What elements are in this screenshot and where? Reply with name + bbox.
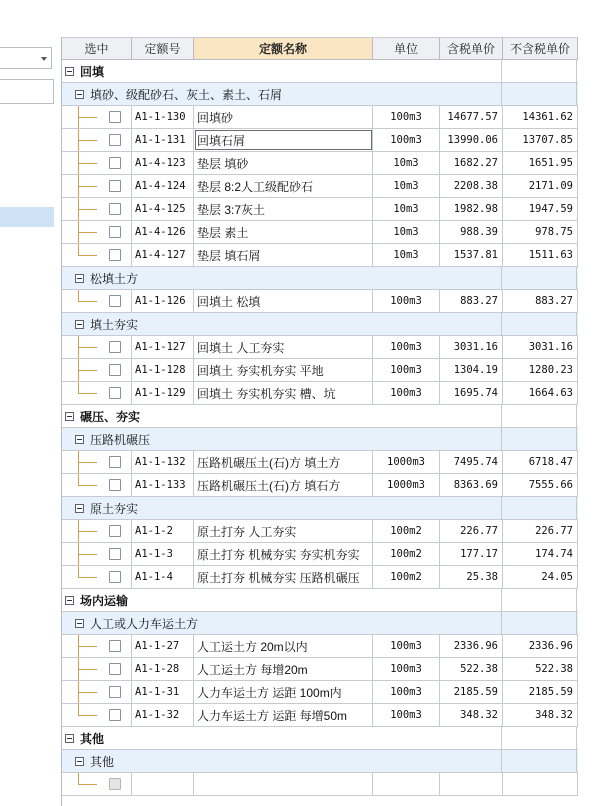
collapse-toggle-icon[interactable]	[75, 274, 84, 283]
group-cell	[62, 60, 502, 82]
table-row[interactable]	[62, 129, 578, 152]
price-with-tax: 883.27	[440, 290, 503, 312]
price-with-tax: 7495.74	[440, 451, 503, 473]
quota-name[interactable]: 人工运土方 每增20m	[194, 658, 373, 680]
price-without-tax: 1664.63	[503, 382, 578, 404]
price-without-tax: 978.75	[503, 221, 578, 243]
quota-name[interactable]: 垫层 填石屑	[194, 244, 373, 266]
left-panel	[0, 0, 60, 806]
price-without-tax: 883.27	[503, 290, 578, 312]
price-without-tax: 1280.23	[503, 359, 578, 381]
select-cell	[62, 244, 132, 266]
quota-name[interactable]: 垫层 填砂	[194, 152, 373, 174]
subgroup-label: 其他	[90, 754, 115, 769]
quota-unit: 100m3	[373, 290, 440, 312]
select-cell	[62, 635, 132, 657]
quota-unit: 100m2	[373, 566, 440, 588]
quota-code: A1-1-28	[132, 658, 194, 680]
quota-name[interactable]: 垫层 8:2人工级配砂石	[194, 175, 373, 197]
price-with-tax: 1682.27	[440, 152, 503, 174]
tree-branch	[79, 393, 97, 394]
price-with-tax: 3031.16	[440, 336, 503, 358]
tree-branch	[79, 255, 97, 256]
row-checkbox[interactable]	[109, 778, 121, 790]
table-row[interactable]	[62, 106, 578, 129]
table-row[interactable]	[62, 336, 578, 359]
row-checkbox[interactable]	[109, 640, 121, 652]
row-checkbox[interactable]	[109, 525, 121, 537]
price-with-tax: 25.38	[440, 566, 503, 588]
subgroup-cell	[62, 497, 502, 519]
price-with-tax: 226.77	[440, 520, 503, 542]
price-without-tax: 14361.62	[503, 106, 578, 128]
quota-unit: 100m3	[373, 382, 440, 404]
subgroup-cell	[62, 267, 502, 289]
quota-code: A1-1-3	[132, 543, 194, 565]
quota-code: A1-1-129	[132, 382, 194, 404]
quota-unit: 100m3	[373, 336, 440, 358]
price-with-tax: 2336.96	[440, 635, 503, 657]
tree-branch	[79, 232, 97, 233]
quota-unit: 100m2	[373, 543, 440, 565]
row-checkbox[interactable]	[109, 548, 121, 560]
select-cell	[62, 520, 132, 542]
price-with-tax: 348.32	[440, 704, 503, 726]
row-checkbox[interactable]	[109, 364, 121, 376]
quota-name[interactable]: 回填土 夯实机夯实 平地	[194, 359, 373, 381]
row-checkbox[interactable]	[109, 456, 121, 468]
select-cell	[62, 129, 132, 151]
table-row[interactable]	[62, 543, 578, 566]
table-row[interactable]	[62, 290, 578, 313]
group-empty-cell	[502, 405, 577, 427]
select-cell	[62, 152, 132, 174]
subgroup-cell	[62, 612, 502, 634]
row-checkbox[interactable]	[109, 203, 121, 215]
quota-unit: 100m2	[373, 520, 440, 542]
group-cell	[62, 727, 502, 749]
group-label: 其他	[80, 731, 105, 746]
quota-code: A1-1-126	[132, 290, 194, 312]
tree-branch	[79, 485, 97, 486]
quota-code: A1-1-32	[132, 704, 194, 726]
quota-code: A1-1-130	[132, 106, 194, 128]
quota-code: A1-4-124	[132, 175, 194, 197]
subgroup-cell	[62, 83, 502, 105]
collapse-toggle-icon[interactable]	[75, 619, 84, 628]
tree-branch	[79, 462, 97, 463]
subgroup-label: 填土夯实	[90, 317, 139, 332]
price-with-tax: 13990.06	[440, 129, 503, 151]
quota-unit	[373, 773, 440, 795]
subgroup-label: 压路机碾压	[90, 432, 151, 447]
tree-branch	[79, 784, 97, 785]
table-row[interactable]	[62, 520, 578, 543]
subgroup-empty-cell	[502, 313, 577, 335]
group-empty-cell	[502, 589, 577, 611]
table-row[interactable]	[62, 681, 578, 704]
grid-body	[62, 60, 578, 796]
select-cell	[62, 359, 132, 381]
quota-name[interactable]: 压路机碾压土(石)方 填石方	[194, 474, 373, 496]
select-cell	[62, 451, 132, 473]
select-cell	[62, 382, 132, 404]
price-with-tax: 522.38	[440, 658, 503, 680]
quota-unit: 100m3	[373, 681, 440, 703]
row-checkbox[interactable]	[109, 571, 121, 583]
subgroup-empty-cell	[502, 267, 577, 289]
group-empty-cell	[502, 60, 577, 82]
tree-branch	[79, 186, 97, 187]
collapse-toggle-icon[interactable]	[75, 435, 84, 444]
group-row[interactable]	[62, 727, 578, 750]
price-without-tax: 174.74	[503, 543, 578, 565]
subgroup-empty-cell	[502, 428, 577, 450]
subgroup-row[interactable]	[62, 313, 578, 336]
subgroup-row[interactable]	[62, 497, 578, 520]
group-label: 碾压、夯实	[80, 409, 141, 424]
quota-code	[132, 773, 194, 795]
price-without-tax: 13707.85	[503, 129, 578, 151]
quota-unit: 1000m3	[373, 451, 440, 473]
quota-unit: 1000m3	[373, 474, 440, 496]
quota-unit: 10m3	[373, 198, 440, 220]
tree-branch	[79, 715, 97, 716]
quota-name[interactable]: 回填土 夯实机夯实 槽、坑	[194, 382, 373, 404]
price-with-tax: 988.39	[440, 221, 503, 243]
tree-branch	[79, 209, 97, 210]
table-row[interactable]	[62, 244, 578, 267]
subgroup-cell	[62, 313, 502, 335]
collapse-toggle-icon[interactable]	[75, 757, 84, 766]
price-without-tax: 1651.95	[503, 152, 578, 174]
table-row[interactable]	[62, 635, 578, 658]
group-cell	[62, 589, 502, 611]
price-with-tax: 1695.74	[440, 382, 503, 404]
quota-code: A1-1-31	[132, 681, 194, 703]
select-cell	[62, 290, 132, 312]
subgroup-row[interactable]	[62, 267, 578, 290]
price-with-tax: 2208.38	[440, 175, 503, 197]
row-checkbox[interactable]	[109, 226, 121, 238]
price-without-tax: 1511.63	[503, 244, 578, 266]
group-empty-cell	[502, 727, 577, 749]
selected-tree-item[interactable]	[0, 207, 54, 227]
quota-unit: 10m3	[373, 175, 440, 197]
subgroup-empty-cell	[502, 750, 577, 772]
collapse-toggle-icon[interactable]	[65, 412, 74, 421]
select-cell	[62, 221, 132, 243]
table-row[interactable]	[62, 152, 578, 175]
select-cell	[62, 543, 132, 565]
tree-branch	[79, 163, 97, 164]
collapse-toggle-icon[interactable]	[65, 596, 74, 605]
tree-branch	[79, 370, 97, 371]
tree-branch	[79, 301, 97, 302]
quota-code: A1-4-127	[132, 244, 194, 266]
quota-name[interactable]: 原土打夯 机械夯实 压路机碾压	[194, 566, 373, 588]
price-with-tax: 1982.98	[440, 198, 503, 220]
quota-unit: 100m3	[373, 359, 440, 381]
table-row[interactable]	[62, 451, 578, 474]
tree-branch	[79, 554, 97, 555]
price-without-tax	[503, 773, 578, 795]
select-cell	[62, 773, 132, 795]
table-row[interactable]	[62, 658, 578, 681]
subgroup-label: 原土夯实	[90, 501, 139, 516]
quota-unit: 10m3	[373, 244, 440, 266]
table-row[interactable]	[62, 474, 578, 497]
quota-name[interactable]	[194, 773, 373, 795]
price-without-tax: 348.32	[503, 704, 578, 726]
row-checkbox[interactable]	[109, 387, 121, 399]
collapse-toggle-icon[interactable]	[75, 320, 84, 329]
quota-code: A1-1-127	[132, 336, 194, 358]
quota-code: A1-1-132	[132, 451, 194, 473]
row-checkbox[interactable]	[109, 134, 121, 146]
price-with-tax: 14677.57	[440, 106, 503, 128]
row-checkbox[interactable]	[109, 157, 121, 169]
collapse-toggle-icon[interactable]	[75, 504, 84, 513]
price-with-tax: 1537.81	[440, 244, 503, 266]
quota-name[interactable]: 回填土 松填	[194, 290, 373, 312]
price-without-tax: 2185.59	[503, 681, 578, 703]
tree-branch	[79, 531, 97, 532]
price-without-tax: 2336.96	[503, 635, 578, 657]
price-without-tax: 1947.59	[503, 198, 578, 220]
price-with-tax	[440, 773, 503, 795]
col-header-price-notax[interactable]: 不含税单价	[503, 38, 578, 59]
row-checkbox[interactable]	[109, 479, 121, 491]
group-cell	[62, 405, 502, 427]
quota-grid	[61, 37, 578, 806]
subgroup-label: 松填土方	[90, 271, 139, 286]
quota-name[interactable]: 人工运土方 20m以内	[194, 635, 373, 657]
tree-branch	[79, 347, 97, 348]
quota-unit: 100m3	[373, 106, 440, 128]
subgroup-row[interactable]	[62, 428, 578, 451]
quota-code: A1-1-133	[132, 474, 194, 496]
quota-code: A1-4-123	[132, 152, 194, 174]
subgroup-label: 填砂、级配砂石、灰土、素土、石屑	[90, 87, 283, 102]
subgroup-label: 人工或人力车运土方	[90, 616, 199, 631]
quota-unit: 10m3	[373, 221, 440, 243]
select-cell	[62, 681, 132, 703]
table-row[interactable]	[62, 566, 578, 589]
row-checkbox[interactable]	[109, 111, 121, 123]
select-cell	[62, 175, 132, 197]
price-with-tax: 8363.69	[440, 474, 503, 496]
quota-code: A1-1-4	[132, 566, 194, 588]
price-without-tax: 226.77	[503, 520, 578, 542]
select-cell	[62, 566, 132, 588]
quota-name[interactable]: 人力车运土方 运距 每增50m	[194, 704, 373, 726]
group-row[interactable]	[62, 60, 578, 83]
collapse-toggle-icon[interactable]	[75, 90, 84, 99]
quota-unit: 100m3	[373, 658, 440, 680]
col-header-unit[interactable]: 单位	[373, 38, 440, 59]
quota-unit: 100m3	[373, 704, 440, 726]
table-row[interactable]	[62, 382, 578, 405]
table-row[interactable]	[62, 221, 578, 244]
group-row[interactable]	[62, 589, 578, 612]
select-cell	[62, 106, 132, 128]
price-without-tax: 3031.16	[503, 336, 578, 358]
tree-branch	[79, 117, 97, 118]
col-header-code[interactable]: 定额号	[132, 38, 194, 59]
quota-name[interactable]: 垫层 3:7灰土	[194, 198, 373, 220]
quota-code: A1-1-128	[132, 359, 194, 381]
category-dropdown[interactable]	[0, 47, 52, 69]
quota-unit: 10m3	[373, 152, 440, 174]
select-cell	[62, 474, 132, 496]
subgroup-row[interactable]	[62, 83, 578, 106]
subgroup-row[interactable]	[62, 750, 578, 773]
price-without-tax: 24.05	[503, 566, 578, 588]
quota-name[interactable]: 垫层 素土	[194, 221, 373, 243]
subgroup-empty-cell	[502, 612, 577, 634]
table-row[interactable]	[62, 359, 578, 382]
row-checkbox[interactable]	[109, 663, 121, 675]
quota-code: A1-4-126	[132, 221, 194, 243]
subgroup-empty-cell	[502, 497, 577, 519]
price-without-tax: 2171.09	[503, 175, 578, 197]
quota-name[interactable]: 原土打夯 机械夯实 夯实机夯实	[194, 543, 373, 565]
col-header-price-tax[interactable]: 含税单价	[440, 38, 503, 59]
quota-unit: 100m3	[373, 635, 440, 657]
collapse-toggle-icon[interactable]	[65, 67, 74, 76]
quota-name[interactable]: 回填砂	[194, 106, 373, 128]
price-with-tax: 2185.59	[440, 681, 503, 703]
select-cell	[62, 658, 132, 680]
quota-code: A1-4-125	[132, 198, 194, 220]
row-checkbox[interactable]	[109, 686, 121, 698]
subgroup-empty-cell	[502, 83, 577, 105]
subgroup-row[interactable]	[62, 612, 578, 635]
subgroup-cell	[62, 750, 502, 772]
price-without-tax: 522.38	[503, 658, 578, 680]
row-checkbox[interactable]	[109, 180, 121, 192]
quota-name[interactable]: 原土打夯 人工夯实	[194, 520, 373, 542]
quota-code: A1-1-131	[132, 129, 194, 151]
grid-header	[62, 37, 578, 60]
row-checkbox[interactable]	[109, 295, 121, 307]
price-without-tax: 7555.66	[503, 474, 578, 496]
table-row[interactable]	[62, 175, 578, 198]
row-checkbox[interactable]	[109, 249, 121, 261]
group-label: 回填	[80, 64, 105, 79]
chevron-down-icon	[41, 57, 47, 61]
tree-branch	[79, 646, 97, 647]
group-row[interactable]	[62, 405, 578, 428]
row-checkbox[interactable]	[109, 341, 121, 353]
table-row[interactable]	[62, 773, 578, 796]
group-label: 场内运输	[80, 593, 129, 608]
quota-name[interactable]: 回填土 人工夯实	[194, 336, 373, 358]
price-with-tax: 177.17	[440, 543, 503, 565]
select-cell	[62, 336, 132, 358]
price-with-tax: 1304.19	[440, 359, 503, 381]
table-row[interactable]	[62, 704, 578, 727]
quota-name[interactable]: 压路机碾压土(石)方 填土方	[194, 451, 373, 473]
subgroup-cell	[62, 428, 502, 450]
quota-name[interactable]: 回填石屑	[194, 129, 373, 151]
quota-code: A1-1-27	[132, 635, 194, 657]
tree-branch	[79, 669, 97, 670]
tree-branch	[79, 577, 97, 578]
price-without-tax: 6718.47	[503, 451, 578, 473]
collapse-toggle-icon[interactable]	[65, 734, 74, 743]
select-cell	[62, 198, 132, 220]
col-header-name[interactable]: 定额名称	[194, 38, 373, 59]
select-cell	[62, 704, 132, 726]
row-checkbox[interactable]	[109, 709, 121, 721]
tree-branch	[79, 692, 97, 693]
quota-code: A1-1-2	[132, 520, 194, 542]
tree-branch	[79, 140, 97, 141]
search-input[interactable]	[0, 79, 54, 104]
table-row[interactable]	[62, 198, 578, 221]
quota-unit: 100m3	[373, 129, 440, 151]
quota-name[interactable]: 人力车运土方 运距 100m内	[194, 681, 373, 703]
col-header-select[interactable]: 选中	[62, 38, 132, 59]
